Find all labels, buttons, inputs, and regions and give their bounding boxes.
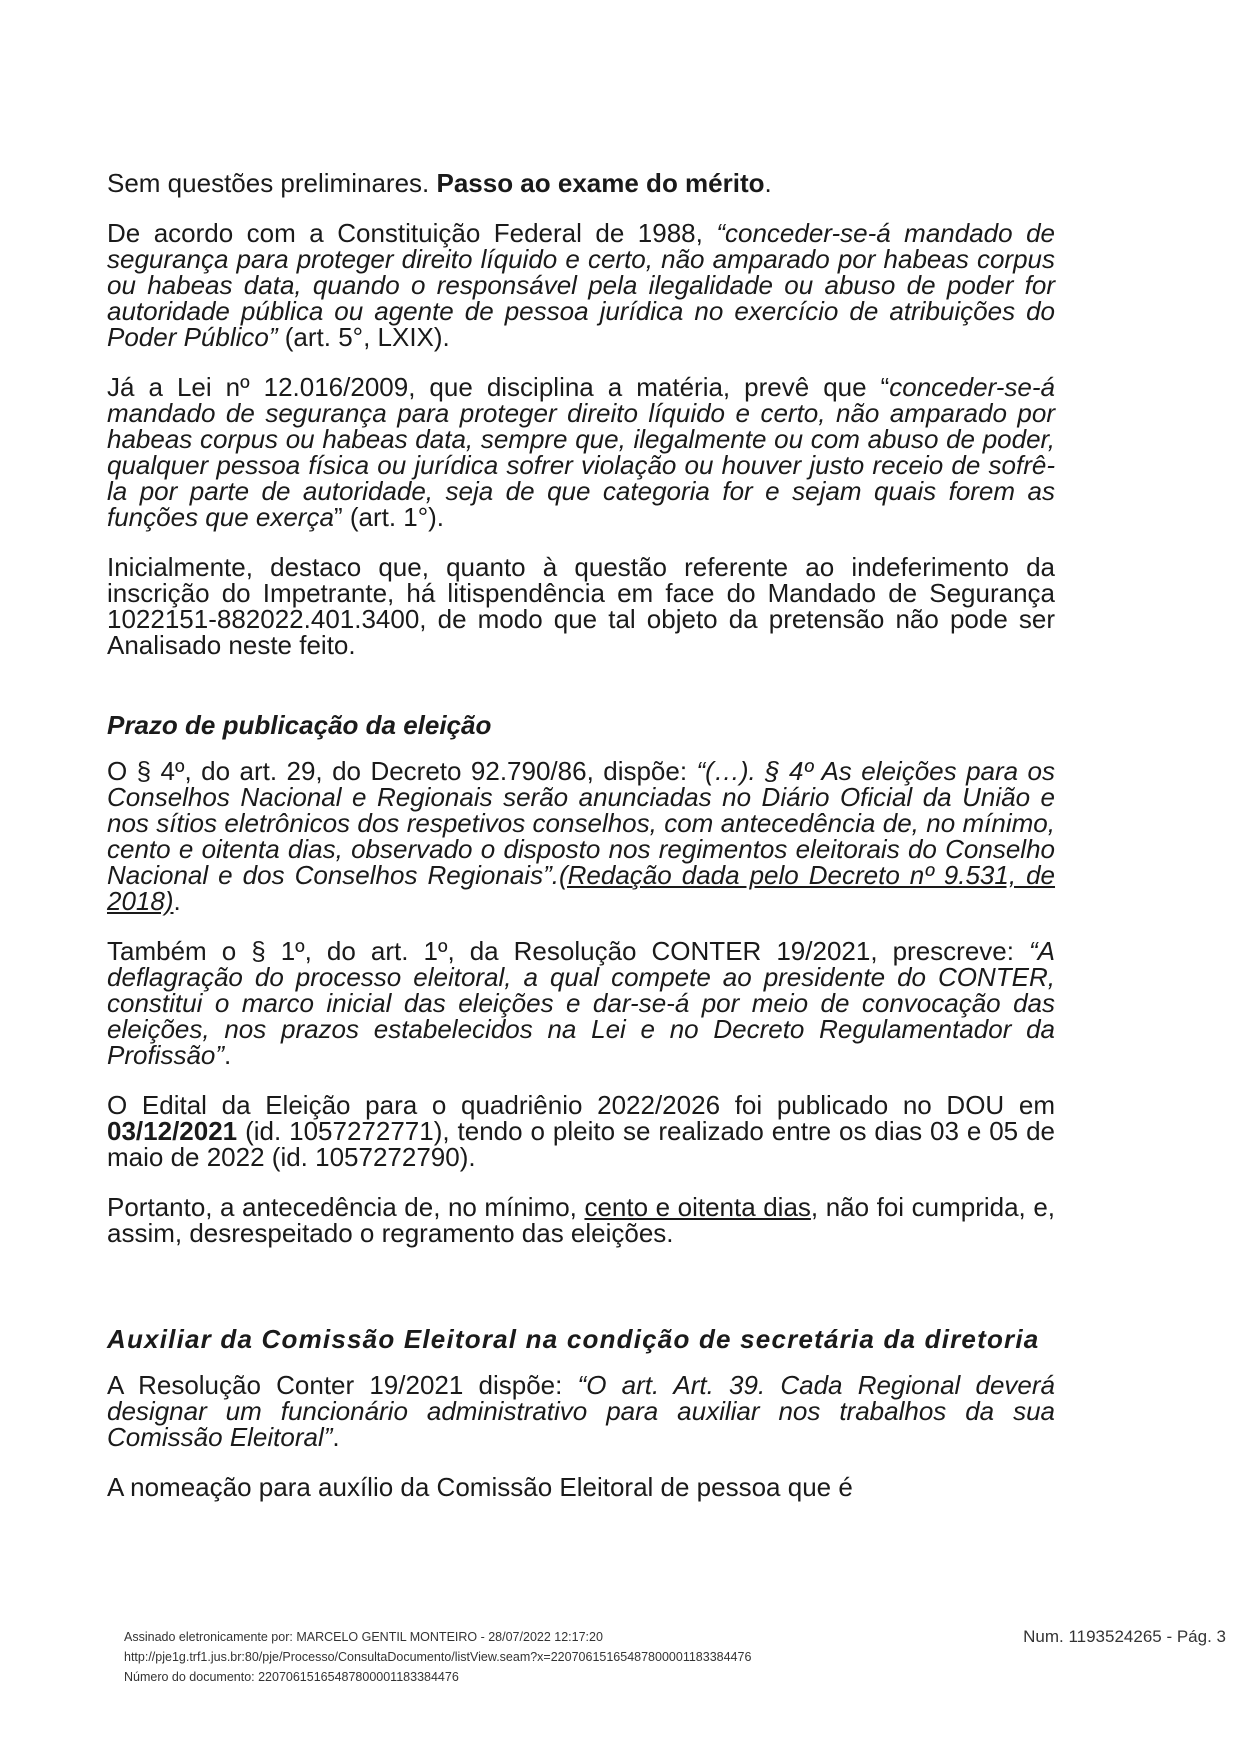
text-span: . [224, 1040, 232, 1070]
spacer [107, 682, 1055, 712]
text-span: (art. 5°, LXIX). [277, 322, 450, 352]
text-span: ” (art. 1°). [333, 502, 445, 532]
paragraph-nomeacao: A nomeação para auxílio da Comissão Eleitoral de pessoa que é [107, 1472, 853, 1502]
paragraph-litispendencia: Inicialmente, destaco que, quanto à questão referente ao indeferimento da inscrição do Impetrante, há litispendência em face do Mandado de Segurança 1022151-882022.401.3400, de modo que tal objeto da pretensão não pode ser Analisado neste feito. [107, 552, 1055, 660]
section-heading-auxiliar: Auxiliar da Comissão Eleitoral na condição de secretária da diretoria [107, 1324, 1040, 1354]
document-url-link[interactable]: http://pje1g.trf1.jus.br:80/pje/Processo/ConsultaDocumento/listView.seam?x=22070615165487800001183384476 [124, 1650, 752, 1664]
text-span: , não foi cumprida, e, assim, desrespeitado o regramento das eleições. [107, 1192, 1056, 1248]
underlined-text: cento e oitenta dias [584, 1192, 811, 1222]
text-span: Já a Lei nº 12.016/2009, que disciplina a matéria, prevê que “ [107, 372, 890, 402]
text-span: (id. 1057272771), tendo o pleito se realizado entre os dias 03 e 05 de maio de 2022 (id. 1057272790). [107, 1116, 1055, 1172]
spacer [107, 1270, 1055, 1326]
text-span: . [764, 168, 772, 198]
text-span: O § 4º, do art. 29, do Decreto 92.790/86, dispõe: [107, 756, 697, 786]
paragraph-resolucao-conter [107, 938, 1055, 1068]
quote-text: “A deflagração do processo eleitoral, a qual compete ao presidente do CONTER, constitui o marco inicial das eleições e dar-se-á por meio de convocação das eleições, nos prazos estabelecidos na Lei e no Decreto Regulamentador da Profissão” [107, 936, 1055, 1070]
text-span: . [173, 886, 181, 916]
quote-text: “conceder-se-á mandado de segurança para proteger direito líquido e certo, não amparado por habeas corpus ou habeas data, quando o responsável pela ilegalidade ou abuso de poder for autoridade pública ou agente de pessoa jurídica no exercício de atribuições do Poder Público” [107, 218, 1055, 352]
paragraph-conclusion [107, 1194, 1055, 1246]
decree-reference-link[interactable]: (Redação dada pelo Decreto nº 9.531, de 2018) [107, 860, 1056, 916]
quote-text: “O art. Art. 39. Cada Regional deverá designar um funcionário administrativo para auxiliar nos trabalhos da sua Comissão Eleitoral” [107, 1370, 1055, 1452]
paragraph-decreto [107, 758, 1055, 914]
paragraph-constitution [107, 220, 1055, 350]
signed-by-text: Assinado eletronicamente por: MARCELO GENTIL MONTEIRO - 28/07/2022 12:17:20 [124, 1630, 603, 1644]
text-span: Sem questões preliminares. [107, 168, 437, 198]
section-heading-prazo: Prazo de publicação da eleição [107, 710, 492, 740]
text-span: . [332, 1422, 340, 1452]
paragraph-law-12016 [107, 374, 1055, 530]
text-span: A Resolução Conter 19/2021 dispõe: [107, 1370, 578, 1400]
paragraph-resolucao-art39 [107, 1372, 1055, 1450]
page-reference: Num. 1193524265 - Pág. 3 [1023, 1627, 1226, 1646]
document-body [107, 170, 1055, 1524]
text-span: Portanto, a antecedência de, no mínimo, [107, 1192, 585, 1222]
bold-text: Passo ao exame do mérito [436, 168, 765, 198]
quote-text: “(…). § 4º As eleições para os Conselhos Nacional e Regionais serão anunciadas no Diário Oficial da União e nos sítios eletrônicos dos respetivos conselhos, com antecedência de, no mínimo, cento e oitenta dias, observado o disposto nos regimentos eleitorais do Conselho Nacional e dos Conselhos Regionais”. [107, 756, 1055, 890]
bold-date: 03/12/2021 [107, 1116, 238, 1146]
paragraph-edital [107, 1092, 1055, 1170]
text-span: O Edital da Eleição para o quadriênio 2022/2026 foi publicado no DOU em [107, 1090, 1055, 1120]
text-span: De acordo com a Constituição Federal de 1988, [107, 218, 717, 248]
quote-text: conceder-se-á mandado de segurança para proteger direito líquido e certo, não amparado por habeas corpus ou habeas data, sempre que, ilegalmente ou com abuso de poder, qualquer pessoa física ou jurídica sofrer violação ou houver justo receio de sofrê-la por parte de autoridade, seja de que categoria for e sejam quais forem as funções que exerça [107, 372, 1055, 532]
text-span: Também o § 1º, do art. 1º, da Resolução CONTER 19/2021, prescreve: [107, 936, 1029, 966]
document-number-text: Número do documento: 22070615165487800001183384476 [124, 1670, 459, 1684]
paragraph-preliminary [107, 170, 1055, 196]
